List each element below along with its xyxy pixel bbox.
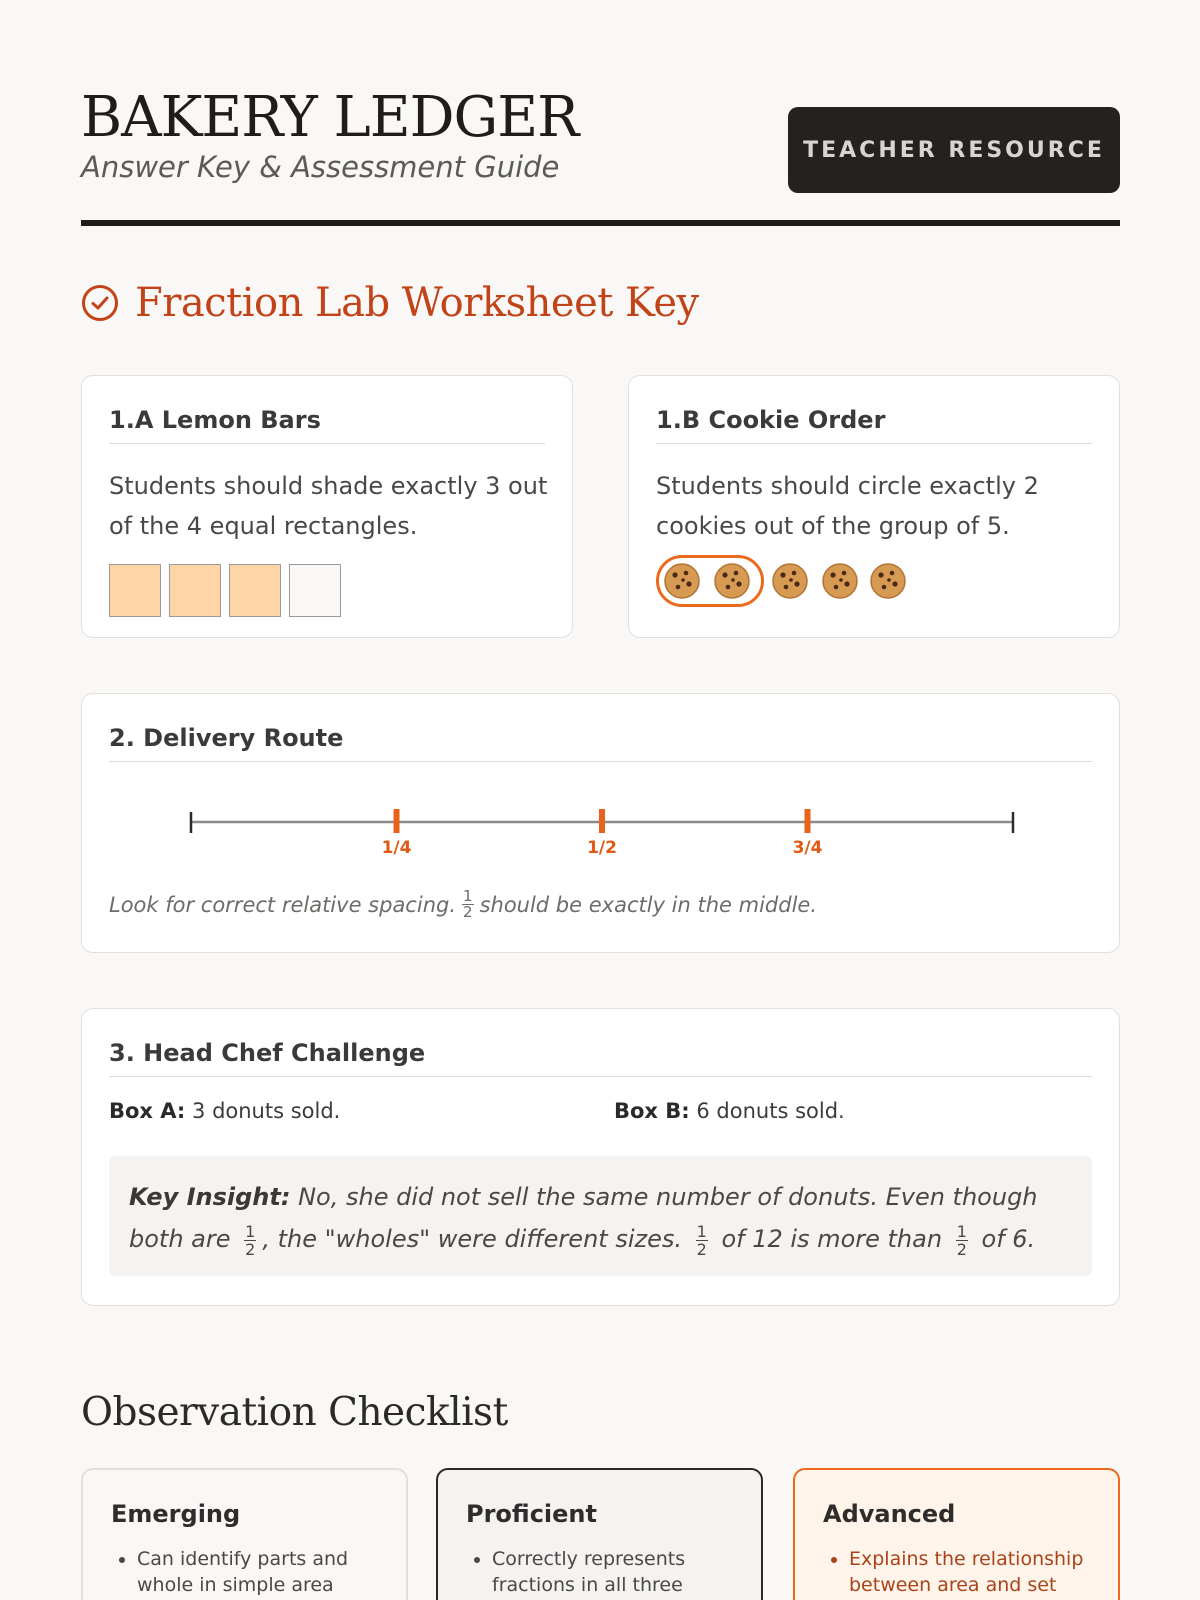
number-line-tick-label: 1/2 <box>587 838 617 858</box>
shaded-rectangle <box>229 564 281 617</box>
section-title: Fraction Lab Worksheet Key <box>135 280 699 326</box>
cookie-icon <box>664 563 700 599</box>
fraction-one-half: $\frac{1}{2}$ <box>463 887 473 921</box>
cookie-icon <box>714 563 750 599</box>
cookie-icon <box>870 563 906 599</box>
number-line-tick <box>599 809 605 833</box>
check-circle-icon <box>81 284 119 322</box>
delivery-route-card <box>81 693 1120 953</box>
header-divider <box>81 220 1120 226</box>
unshaded-rectangle <box>289 564 341 617</box>
level-title: Emerging <box>111 1500 241 1528</box>
card-answer-text: Students should shade exactly 3 out of the 4 equal rectangles. <box>109 472 548 540</box>
page-subtitle: Answer Key & Assessment Guide <box>81 150 560 184</box>
cookie-icon <box>822 563 858 599</box>
card-title: 2. Delivery Route <box>109 724 1092 762</box>
level-proficient-card <box>436 1468 763 1600</box>
number-line <box>82 694 1118 884</box>
shaded-rectangle <box>109 564 161 617</box>
key-insight-box: Key Insight: No, she did not sell the same number of donuts. Even though both are $\frac{1}{2}$ , the "wholes" were different sizes. $\frac{1}{2}$ of 12 is more than $\frac{1}{2}$ of 6. <box>109 1156 1092 1276</box>
level-advanced-card <box>793 1468 1120 1600</box>
level-criterion: • Can identify parts and whole in simple area <box>137 1546 378 1598</box>
fraction-one-half: $\frac{1}{2}$ <box>956 1221 967 1259</box>
note-text: should be exactly in the middle. <box>479 892 818 917</box>
shaded-rectangle <box>169 564 221 617</box>
fraction-one-half: $\frac{1}{2}$ <box>245 1221 256 1259</box>
card-title: 3. Head Chef Challenge <box>109 1039 1092 1077</box>
cookie-icon <box>772 563 808 599</box>
number-line-tick-label: 3/4 <box>792 838 823 858</box>
card-title: 1.A Lemon Bars <box>109 406 545 444</box>
number-line-tick <box>394 809 400 833</box>
observation-checklist-title: Observation Checklist <box>81 1390 508 1435</box>
box-b-answer: Box B: 6 donuts sold. <box>614 1099 845 1123</box>
fraction-one-half: $\frac{1}{2}$ <box>696 1221 707 1259</box>
teacher-resource-badge[interactable]: TEACHER RESOURCE <box>788 107 1120 193</box>
card-title: 1.B Cookie Order <box>656 406 1092 444</box>
level-criterion: • Explains the relationship between area and set <box>849 1546 1090 1598</box>
number-line-tick <box>805 809 811 833</box>
box-a-answer: Box A: 3 donuts sold. <box>109 1099 341 1123</box>
head-chef-card <box>81 1008 1120 1306</box>
cookie-order-card <box>628 375 1120 638</box>
level-emerging-card <box>81 1468 408 1600</box>
level-title: Proficient <box>466 1500 597 1528</box>
section-heading <box>81 280 699 326</box>
note-text: Look for correct relative spacing. <box>109 892 457 917</box>
page-title: BAKERY LEDGER <box>81 85 579 150</box>
grading-note <box>109 889 817 920</box>
page-header <box>81 85 1120 228</box>
card-answer-text: Students should circle exactly 2 cookies out of the group of 5. <box>656 472 1039 540</box>
number-line-tick-label: 1/4 <box>381 838 412 858</box>
level-criterion: • Correctly represents fractions in all three <box>492 1546 733 1598</box>
rectangle-model <box>109 564 341 617</box>
lemon-bars-card <box>81 375 573 638</box>
level-title: Advanced <box>823 1500 956 1528</box>
cookie-group <box>656 555 916 607</box>
